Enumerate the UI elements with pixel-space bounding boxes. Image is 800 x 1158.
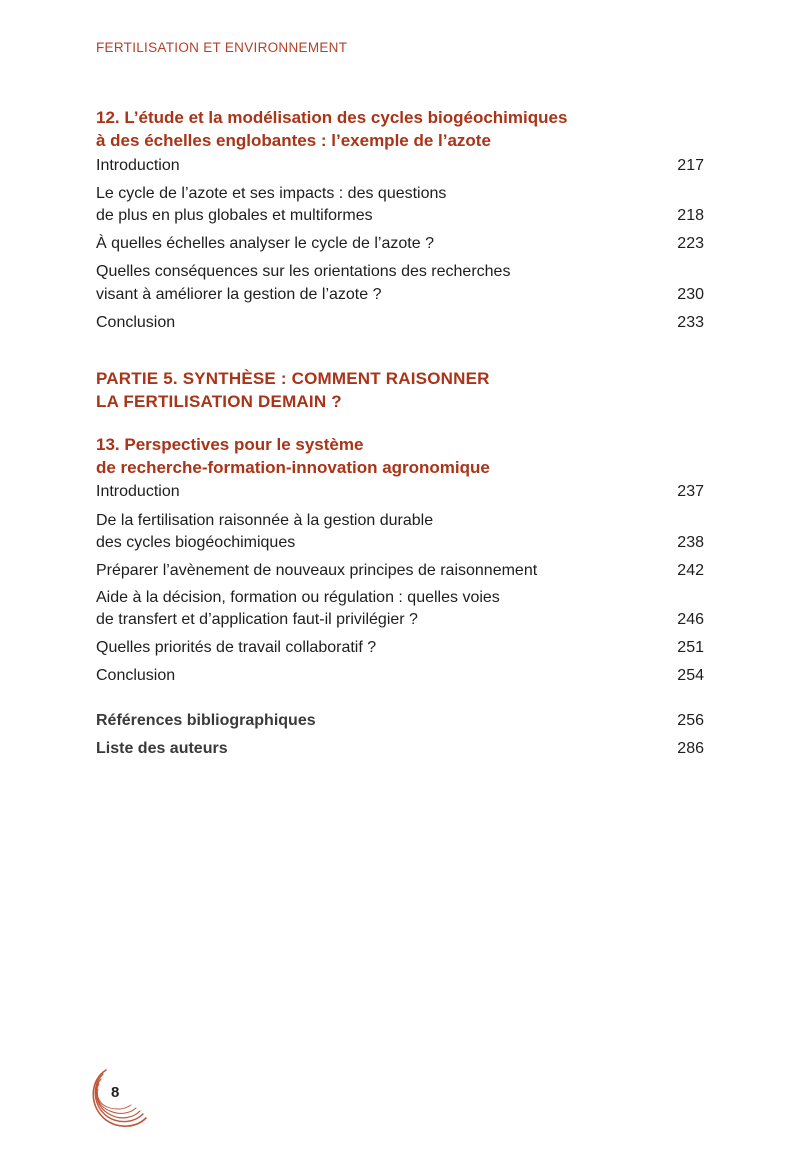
toc-entry-page: 238 (677, 534, 704, 551)
toc-entry-page: 233 (677, 314, 704, 331)
publisher-swirl-logo (88, 1066, 152, 1132)
toc-entry-label: De la fertilisation raisonnée à la gestion durable (96, 512, 434, 529)
toc-entry-continued[interactable] (96, 205, 704, 227)
toc-entry-page: 251 (677, 639, 704, 656)
toc-entry-page: 256 (677, 712, 704, 729)
toc-entry-page: 242 (677, 562, 704, 579)
page-number: 8 (111, 1084, 120, 1101)
toc-entry-page: 254 (677, 667, 704, 684)
toc-entry[interactable] (96, 637, 704, 659)
toc-entry-label: Conclusion (96, 314, 176, 331)
toc-entry-label: Introduction (96, 483, 180, 500)
toc-entry[interactable] (96, 155, 704, 177)
toc-entry-references[interactable] (96, 710, 704, 732)
toc-entry-label: de transfert et d’application faut-il privilégier ? (96, 611, 418, 628)
chapter-12-title-line1: 12. L’étude et la modélisation des cycles biogéochimiques (96, 108, 568, 127)
running-header: FERTILISATION ET ENVIRONNEMENT (96, 40, 348, 55)
toc-entry[interactable] (96, 312, 704, 334)
toc-entry[interactable] (96, 233, 704, 255)
toc-entry-label: Préparer l’avènement de nouveaux principes de raisonnement (96, 562, 538, 579)
toc-entry-continued[interactable] (96, 284, 704, 306)
chapter-13-title (96, 433, 656, 479)
toc-entry[interactable] (96, 183, 704, 205)
toc-entry-continued[interactable] (96, 532, 704, 554)
toc-entry-label: À quelles échelles analyser le cycle de l’azote ? (96, 235, 434, 252)
toc-entry-label: Références bibliographiques (96, 712, 316, 729)
toc-entry[interactable] (96, 587, 704, 609)
toc-entry-label: des cycles biogéochimiques (96, 534, 296, 551)
toc-entry[interactable] (96, 261, 704, 283)
toc-entry[interactable] (96, 665, 704, 687)
toc-entry-page: 286 (677, 740, 704, 757)
toc-entry-page: 217 (677, 157, 704, 174)
toc-entry-label: Conclusion (96, 667, 176, 684)
toc-entry-label: visant à améliorer la gestion de l’azote ? (96, 286, 382, 303)
toc-entry-label: de plus en plus globales et multiformes (96, 207, 373, 224)
toc-entry-authors[interactable] (96, 738, 704, 760)
toc-entry-page: 230 (677, 286, 704, 303)
toc-entry[interactable] (96, 560, 704, 582)
chapter-12-title-line2: à des échelles englobantes : l’exemple de l’azote (96, 131, 491, 150)
part-5-title (96, 367, 656, 413)
toc-entry-label: Liste des auteurs (96, 740, 228, 757)
toc-entry[interactable] (96, 481, 704, 503)
toc-entry-continued[interactable] (96, 609, 704, 631)
toc-entry-label: Introduction (96, 157, 180, 174)
chapter-12-title (96, 106, 656, 152)
toc-entry-page: 223 (677, 235, 704, 252)
part-5-title-line2: LA FERTILISATION DEMAIN ? (96, 392, 342, 411)
toc-entry-label: Quelles conséquences sur les orientations des recherches (96, 263, 511, 280)
part-5-title-line1: PARTIE 5. SYNTHÈSE : COMMENT RAISONNER (96, 369, 490, 388)
toc-entry-page: 218 (677, 207, 704, 224)
toc-entry-page: 237 (677, 483, 704, 500)
toc-entry-label: Quelles priorités de travail collaboratif ? (96, 639, 377, 656)
chapter-13-title-line1: 13. Perspectives pour le système (96, 435, 364, 454)
toc-entry[interactable] (96, 510, 704, 532)
toc-entry-label: Le cycle de l’azote et ses impacts : des questions (96, 185, 447, 202)
toc-entry-label: Aide à la décision, formation ou régulation : quelles voies (96, 589, 500, 606)
toc-entry-page: 246 (677, 611, 704, 628)
chapter-13-title-line2: de recherche-formation-innovation agronomique (96, 458, 490, 477)
